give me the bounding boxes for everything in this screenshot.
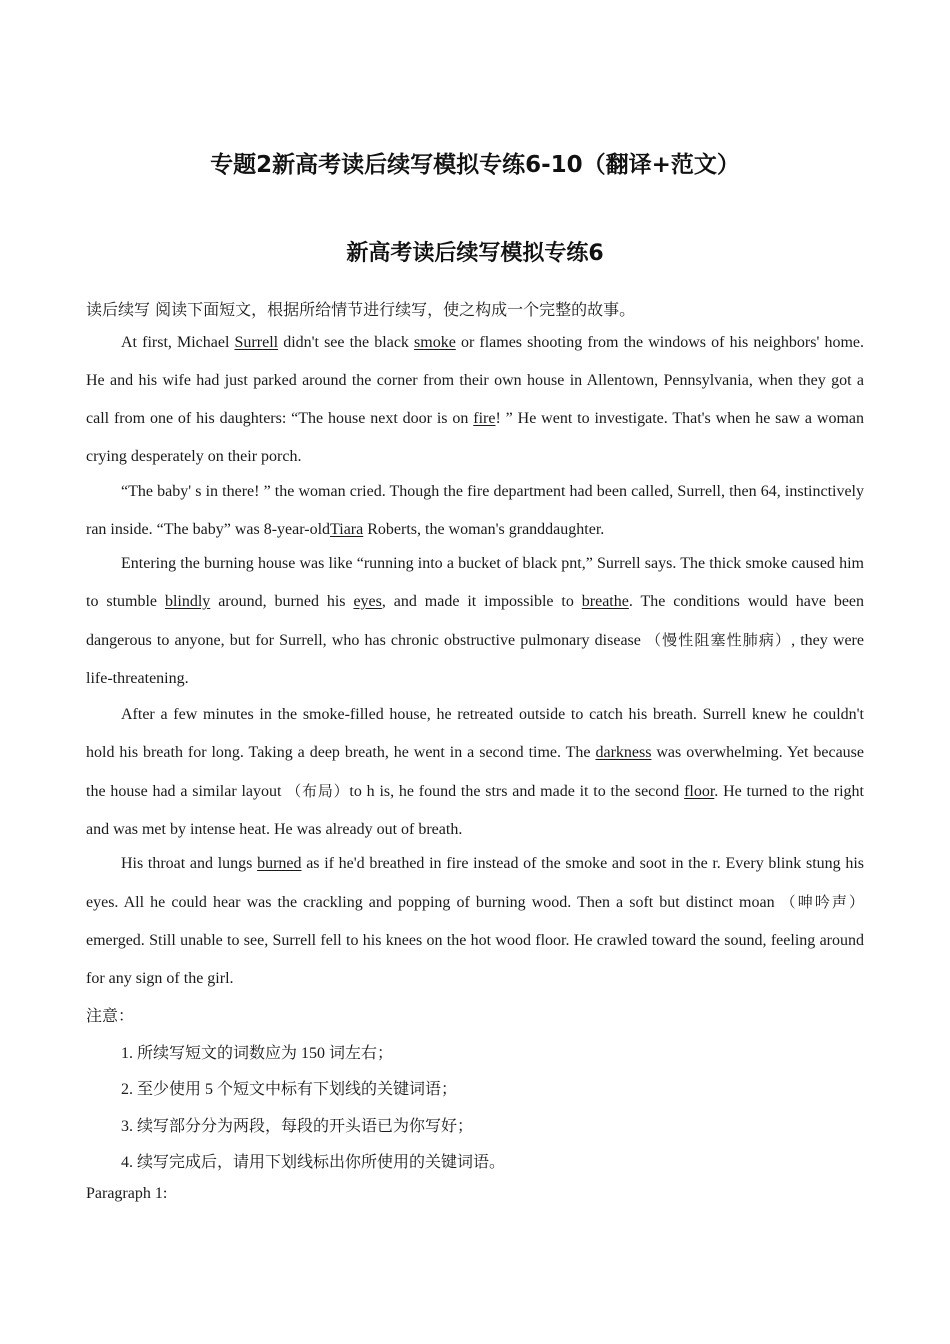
instruction: 读后续写 阅读下面短文，根据所给情节进行续写，使之构成一个完整的故事。	[86, 300, 636, 319]
key-word: darkness	[595, 744, 652, 761]
note-item: 3. 续写部分分为两段，每段的开头语已为你写好；	[121, 1118, 474, 1135]
key-word: Surrell	[234, 334, 279, 351]
key-word: smoke	[414, 334, 456, 351]
key-word: fire	[473, 410, 496, 427]
key-word: burned	[257, 855, 302, 872]
chinese-gloss: （慢性阻塞性肺病）	[646, 631, 792, 649]
key-word: breathe	[581, 593, 629, 610]
sub-title: 新高考读后续写模拟专练6	[346, 241, 604, 266]
passage-paragraph-3: Entering the burning house was like “running into a bucket of black pnt,” Surrell says. The thick smoke caused him to stumble blindly around, burned his eyes, and made it impossible to breathe. The conditions would have been dangerous to anyone, but for Surrell, who has chronic obstructive pulmonary disease （慢性阻塞性肺病）, they were life-threatening.	[86, 555, 865, 687]
passage-paragraph-5: His throat and lungs burned as if he'd breathed in fire instead of the smoke and soot in the r. Every blink stung his eyes. All he could hear was the crackling and popping of burning wood. Then a soft but distinct moan （呻吟声） emerged. Still unable to see, Surrell fell to his knees on the hot wood floor. He crawled toward the sound, feeling around for any sign of the girl.	[86, 855, 864, 987]
paragraph-1-label: Paragraph 1:	[86, 1185, 168, 1202]
key-word: Tiara	[330, 521, 364, 538]
key-word: floor	[684, 783, 715, 800]
key-word: blindly	[164, 593, 211, 610]
note-item: 4. 续写完成后，请用下划线标出你所使用的关键词语。	[121, 1154, 506, 1171]
passage-paragraph-1: At first, Michael Surrell didn't see the black smoke or flames shooting from the windows of his neighbors' home. He and his wife had just parked around the corner from their own house in Allentown, Pennsylvania, when they got a call from one of his daughters: “The house next door is on fire! ” He went to investigate. That's when he saw a woman crying desperately on their porch.	[86, 334, 864, 465]
note-item: 1. 所续写短文的词数应为 150 词左右；	[121, 1045, 394, 1062]
key-word: eyes	[353, 593, 382, 610]
notes-label: 注意：	[86, 1006, 135, 1025]
main-title: 专题2新高考读后续写模拟专练6-10（翻译+范文）	[210, 152, 740, 178]
chinese-gloss: （呻吟声）	[780, 893, 864, 911]
passage-paragraph-4: After a few minutes in the smoke-filled house, he retreated outside to catch his breath. Surrell knew he couldn't hold his breath for long. Taking a deep breath, he went in a second time. The darkness was overwhelming. Yet because the house had a similar layout （布局）to h is, he found the strs and made it to the second floor. He turned to the right and was met by intense heat. He was already out of breath.	[86, 706, 865, 838]
passage-paragraph-2: “The baby' s in there! ” the woman cried. Though the fire department had been called, Surrell, then 64, instinctively ran inside. “The baby” was 8-year-oldTiara Roberts, the woman's granddaughter.	[86, 483, 864, 538]
chinese-gloss: （布局）	[286, 782, 350, 800]
note-item: 2. 至少使用 5 个短文中标有下划线的关键词语；	[121, 1081, 458, 1098]
